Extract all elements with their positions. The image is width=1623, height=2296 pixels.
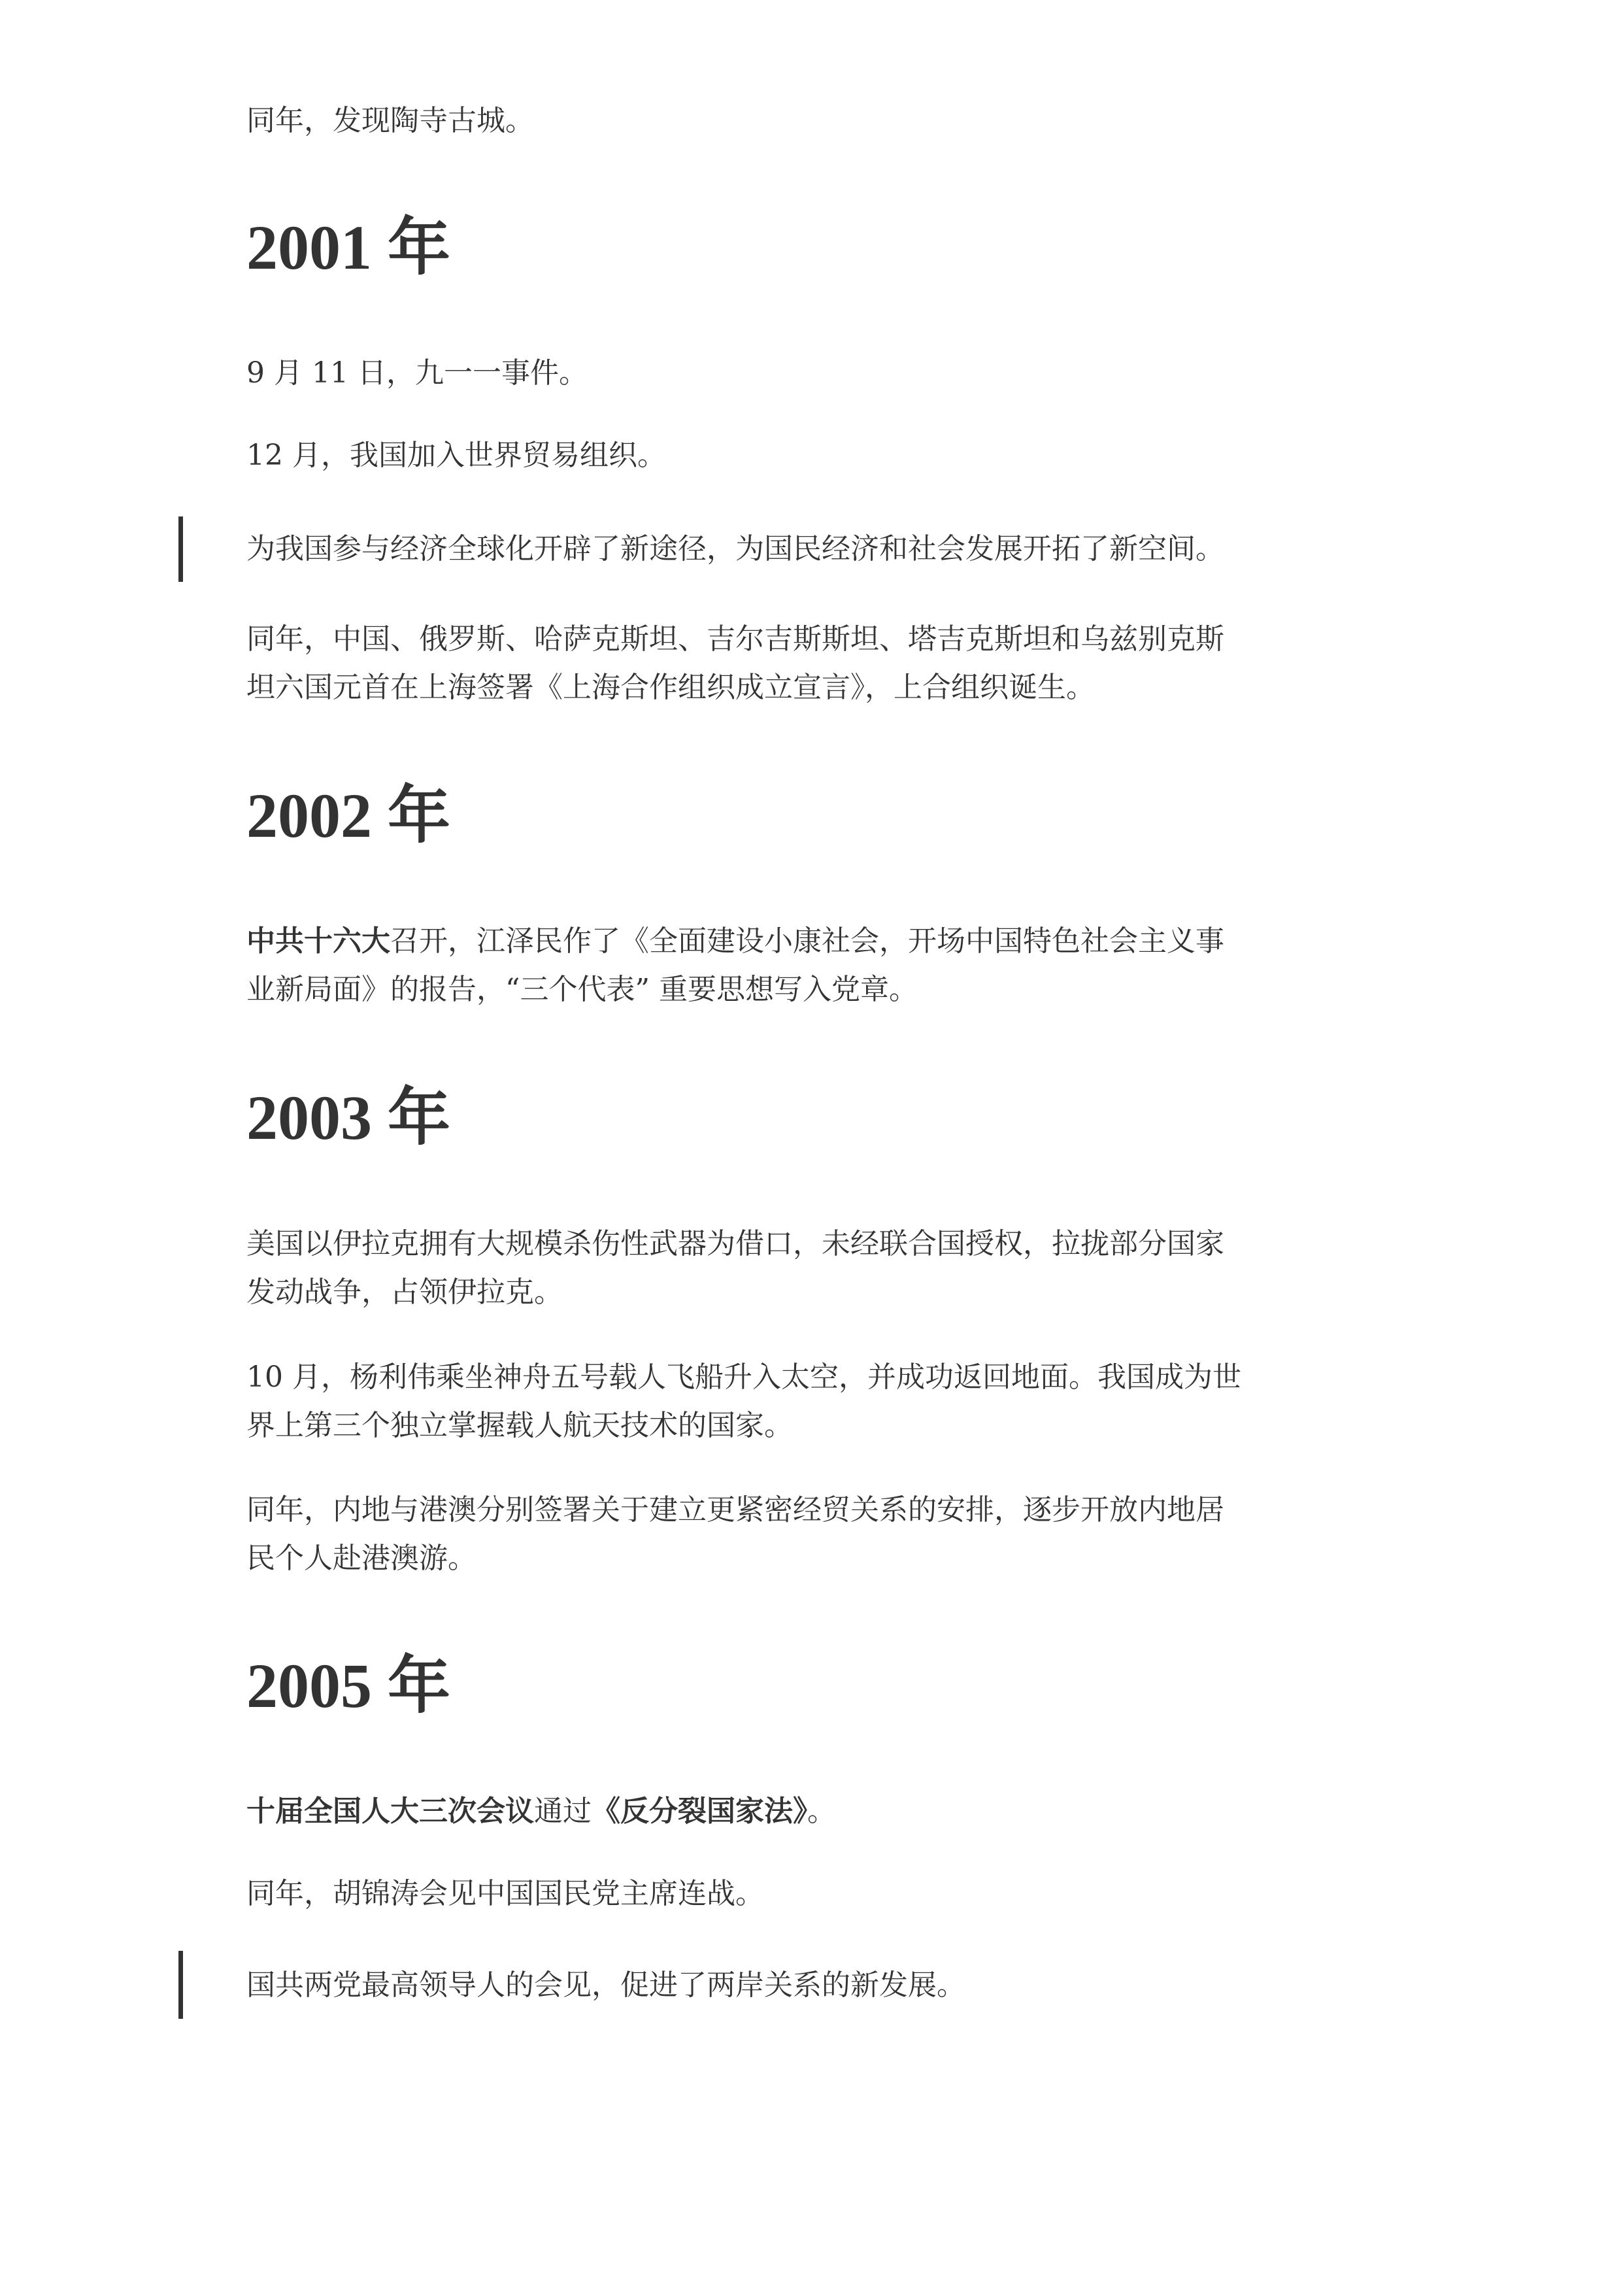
section-2001-paragraph-2 (246, 431, 1397, 480)
section-2005-paragraph-2 (246, 1870, 1397, 1918)
bold-term: 十届全国人大三次会议 (246, 1795, 534, 1828)
blockquote-bar (178, 516, 183, 582)
paragraph-line (246, 917, 1397, 966)
paragraph-text: 9 月 11 日，九一一事件。 (246, 356, 588, 390)
section-2002-heading: 2002 年 (246, 781, 450, 851)
paragraph-text: 通过 (534, 1795, 592, 1828)
section-2001-blockquote (246, 525, 1397, 573)
section-2005-blockquote (246, 1961, 1397, 2010)
section-2005-paragraph-1 (246, 1787, 1397, 1836)
paragraph-text: 同年，胡锦涛会见中国国民党主席连战。 (246, 1877, 764, 1910)
intro-text: 同年，发现陶寺古城。 (246, 104, 534, 137)
bold-term: 中共十六大 (246, 924, 390, 958)
section-2003-paragraph-2 (246, 1353, 1397, 1450)
paragraph-line: 民个人赴港澳游。 (246, 1542, 477, 1575)
section-2003-paragraph-3 (246, 1486, 1397, 1583)
paragraph-line: 界上第三个独立掌握载人航天技术的国家。 (246, 1409, 793, 1442)
section-2002-paragraph-1 (246, 917, 1397, 1014)
section-2002-heading-block (246, 780, 1397, 852)
section-2001-heading: 2001 年 (246, 212, 450, 282)
paragraph-line: 发动战争，占领伊拉克。 (246, 1275, 563, 1309)
section-2003-heading-block (246, 1082, 1397, 1154)
intro-paragraph (246, 97, 1397, 145)
paragraph-line: 坦六国元首在上海签署《上海合作组织成立宣言》，上合组织诞生。 (246, 671, 1095, 704)
section-2003-paragraph-1 (246, 1220, 1397, 1317)
bold-law-title: 《反分裂国家法》 (592, 1795, 807, 1828)
section-2001-paragraph-3 (246, 615, 1397, 712)
paragraph-line: 美国以伊拉克拥有大规模杀伤性武器为借口，未经联合国授权，拉拢部分国家 (246, 1227, 1224, 1260)
blockquote-bar (178, 1951, 183, 2019)
paragraph-line: 10 月，杨利伟乘坐神舟五号载人飞船升入太空，并成功返回地面。我国成为世 (246, 1360, 1241, 1394)
paragraph-line: 同年，内地与港澳分别签署关于建立更紧密经贸关系的安排，逐步开放内地居 (246, 1493, 1224, 1527)
blockquote-text: 为我国参与经济全球化开辟了新途径，为国民经济和社会发展开拓了新空间。 (246, 532, 1224, 566)
section-2003-heading: 2003 年 (246, 1083, 450, 1153)
section-2001-paragraph-1 (246, 349, 1397, 397)
section-2005-heading: 2005 年 (246, 1651, 450, 1721)
section-2001-heading-block (246, 212, 1397, 284)
blockquote-text: 国共两党最高领导人的会见，促进了两岸关系的新发展。 (246, 1968, 965, 2002)
paragraph-line: 同年，中国、俄罗斯、哈萨克斯坦、吉尔吉斯斯坦、塔吉克斯坦和乌兹别克斯 (246, 622, 1224, 656)
paragraph-text: 。 (807, 1795, 836, 1828)
paragraph-text: 12 月，我国加入世界贸易组织。 (246, 439, 666, 472)
section-2005-heading-block (246, 1650, 1397, 1722)
paragraph-line (246, 1787, 1397, 1836)
paragraph-line: 业新局面》的报告，“三个代表” 重要思想写入党章。 (246, 973, 918, 1006)
paragraph-text: 召开，江泽民作了《全面建设小康社会，开场中国特色社会主义事 (390, 924, 1224, 958)
